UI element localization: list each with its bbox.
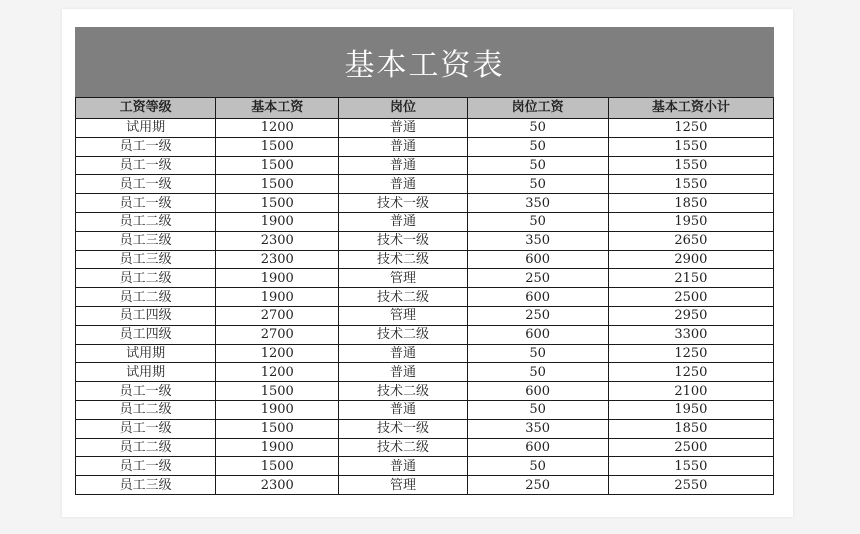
header-row bbox=[76, 98, 774, 119]
column-header-position-salary: 岗位工资 bbox=[467, 98, 608, 119]
cell-position[interactable]: 技术二级 bbox=[339, 250, 467, 269]
cell-grade[interactable]: 员工一级 bbox=[76, 137, 216, 156]
cell-position-salary[interactable]: 600 bbox=[467, 325, 608, 344]
cell-subtotal[interactable]: 1250 bbox=[608, 119, 773, 138]
cell-grade[interactable]: 员工一级 bbox=[76, 419, 216, 438]
table-row bbox=[76, 363, 774, 382]
cell-position[interactable]: 技术二级 bbox=[339, 382, 467, 401]
cell-position[interactable]: 普通 bbox=[339, 363, 467, 382]
table-row bbox=[76, 175, 774, 194]
table-row bbox=[76, 438, 774, 457]
cell-position[interactable]: 普通 bbox=[339, 119, 467, 138]
cell-subtotal[interactable]: 1250 bbox=[608, 363, 773, 382]
spreadsheet-sheet bbox=[62, 9, 793, 517]
cell-subtotal[interactable]: 1550 bbox=[608, 457, 773, 476]
cell-position-salary[interactable]: 350 bbox=[467, 419, 608, 438]
cell-position[interactable]: 普通 bbox=[339, 156, 467, 175]
table-row bbox=[76, 231, 774, 250]
cell-subtotal[interactable]: 1550 bbox=[608, 137, 773, 156]
cell-position-salary[interactable]: 50 bbox=[467, 156, 608, 175]
table-row bbox=[76, 419, 774, 438]
cell-subtotal[interactable]: 2500 bbox=[608, 288, 773, 307]
cell-position[interactable]: 普通 bbox=[339, 212, 467, 231]
cell-position-salary[interactable]: 50 bbox=[467, 457, 608, 476]
cell-position-salary[interactable]: 600 bbox=[467, 250, 608, 269]
table-row bbox=[76, 382, 774, 401]
cell-position-salary[interactable]: 600 bbox=[467, 288, 608, 307]
cell-position[interactable]: 技术一级 bbox=[339, 194, 467, 213]
cell-position-salary[interactable]: 50 bbox=[467, 212, 608, 231]
cell-position[interactable]: 技术一级 bbox=[339, 231, 467, 250]
cell-grade[interactable]: 员工二级 bbox=[76, 269, 216, 288]
cell-grade[interactable]: 员工一级 bbox=[76, 382, 216, 401]
cell-grade[interactable]: 员工一级 bbox=[76, 175, 216, 194]
cell-grade[interactable]: 员工四级 bbox=[76, 306, 216, 325]
cell-position-salary[interactable]: 250 bbox=[467, 306, 608, 325]
cell-base-salary[interactable]: 1900 bbox=[216, 269, 339, 288]
table-row bbox=[76, 212, 774, 231]
table-row bbox=[76, 269, 774, 288]
table-body bbox=[76, 119, 774, 495]
cell-position-salary[interactable]: 250 bbox=[467, 269, 608, 288]
cell-position-salary[interactable]: 50 bbox=[467, 400, 608, 419]
cell-base-salary[interactable]: 1900 bbox=[216, 400, 339, 419]
cell-base-salary[interactable]: 1500 bbox=[216, 457, 339, 476]
cell-position-salary[interactable]: 600 bbox=[467, 382, 608, 401]
cell-position[interactable]: 技术二级 bbox=[339, 288, 467, 307]
cell-base-salary[interactable]: 2700 bbox=[216, 306, 339, 325]
cell-position[interactable]: 普通 bbox=[339, 457, 467, 476]
cell-subtotal[interactable]: 1950 bbox=[608, 400, 773, 419]
cell-base-salary[interactable]: 2300 bbox=[216, 250, 339, 269]
cell-position-salary[interactable]: 50 bbox=[467, 175, 608, 194]
table-row bbox=[76, 400, 774, 419]
table-row bbox=[76, 476, 774, 495]
cell-subtotal[interactable]: 1850 bbox=[608, 194, 773, 213]
cell-base-salary[interactable]: 1200 bbox=[216, 344, 339, 363]
cell-base-salary[interactable]: 1500 bbox=[216, 175, 339, 194]
cell-subtotal[interactable]: 1550 bbox=[608, 175, 773, 194]
table-row bbox=[76, 250, 774, 269]
cell-base-salary[interactable]: 1200 bbox=[216, 119, 339, 138]
cell-base-salary[interactable]: 1900 bbox=[216, 438, 339, 457]
table-row bbox=[76, 306, 774, 325]
cell-position[interactable]: 管理 bbox=[339, 476, 467, 495]
cell-grade[interactable]: 员工一级 bbox=[76, 457, 216, 476]
table-row bbox=[76, 156, 774, 175]
cell-grade[interactable]: 员工二级 bbox=[76, 438, 216, 457]
cell-base-salary[interactable]: 2300 bbox=[216, 476, 339, 495]
table-row bbox=[76, 194, 774, 213]
cell-position[interactable]: 技术一级 bbox=[339, 419, 467, 438]
cell-subtotal[interactable]: 2900 bbox=[608, 250, 773, 269]
table-row bbox=[76, 325, 774, 344]
cell-grade[interactable]: 员工三级 bbox=[76, 476, 216, 495]
cell-position-salary[interactable]: 50 bbox=[467, 344, 608, 363]
cell-position-salary[interactable]: 350 bbox=[467, 194, 608, 213]
cell-position[interactable]: 管理 bbox=[339, 269, 467, 288]
table-row bbox=[76, 457, 774, 476]
cell-grade[interactable]: 员工三级 bbox=[76, 231, 216, 250]
cell-position-salary[interactable]: 600 bbox=[467, 438, 608, 457]
cell-base-salary[interactable]: 1900 bbox=[216, 212, 339, 231]
cell-base-salary[interactable]: 1500 bbox=[216, 419, 339, 438]
cell-grade[interactable]: 员工四级 bbox=[76, 325, 216, 344]
cell-base-salary[interactable]: 1200 bbox=[216, 363, 339, 382]
column-header-base-salary: 基本工资 bbox=[216, 98, 339, 119]
column-header-position: 岗位 bbox=[339, 98, 467, 119]
cell-subtotal[interactable]: 1250 bbox=[608, 344, 773, 363]
cell-position[interactable]: 普通 bbox=[339, 175, 467, 194]
cell-grade[interactable]: 员工二级 bbox=[76, 288, 216, 307]
cell-subtotal[interactable]: 2550 bbox=[608, 476, 773, 495]
cell-position-salary[interactable]: 350 bbox=[467, 231, 608, 250]
cell-base-salary[interactable]: 1500 bbox=[216, 194, 339, 213]
cell-base-salary[interactable]: 1900 bbox=[216, 288, 339, 307]
cell-position-salary[interactable]: 250 bbox=[467, 476, 608, 495]
cell-grade[interactable]: 试用期 bbox=[76, 363, 216, 382]
cell-position[interactable]: 技术二级 bbox=[339, 438, 467, 457]
table-row bbox=[76, 137, 774, 156]
title-banner bbox=[75, 27, 774, 97]
cell-grade[interactable]: 员工三级 bbox=[76, 250, 216, 269]
cell-base-salary[interactable]: 1500 bbox=[216, 137, 339, 156]
cell-subtotal[interactable]: 1850 bbox=[608, 419, 773, 438]
cell-base-salary[interactable]: 2300 bbox=[216, 231, 339, 250]
cell-position[interactable]: 技术二级 bbox=[339, 325, 467, 344]
page-title: 基本工资表 bbox=[344, 48, 505, 83]
cell-position-salary[interactable]: 50 bbox=[467, 363, 608, 382]
cell-position-salary[interactable]: 50 bbox=[467, 119, 608, 138]
column-header-grade: 工资等级 bbox=[76, 98, 216, 119]
cell-position-salary[interactable]: 50 bbox=[467, 137, 608, 156]
cell-subtotal[interactable]: 2650 bbox=[608, 231, 773, 250]
cell-grade[interactable]: 员工二级 bbox=[76, 212, 216, 231]
table-row bbox=[76, 344, 774, 363]
salary-table bbox=[75, 97, 774, 495]
cell-grade[interactable]: 员工二级 bbox=[76, 400, 216, 419]
table-row bbox=[76, 288, 774, 307]
cell-subtotal[interactable]: 2950 bbox=[608, 306, 773, 325]
cell-base-salary[interactable]: 1500 bbox=[216, 156, 339, 175]
cell-base-salary[interactable]: 1500 bbox=[216, 382, 339, 401]
cell-subtotal[interactable]: 2150 bbox=[608, 269, 773, 288]
cell-position[interactable]: 普通 bbox=[339, 344, 467, 363]
cell-subtotal[interactable]: 1550 bbox=[608, 156, 773, 175]
cell-subtotal[interactable]: 1950 bbox=[608, 212, 773, 231]
cell-subtotal[interactable]: 2500 bbox=[608, 438, 773, 457]
cell-grade[interactable]: 试用期 bbox=[76, 344, 216, 363]
cell-subtotal[interactable]: 3300 bbox=[608, 325, 773, 344]
cell-position[interactable]: 管理 bbox=[339, 306, 467, 325]
cell-subtotal[interactable]: 2100 bbox=[608, 382, 773, 401]
cell-grade[interactable]: 员工一级 bbox=[76, 194, 216, 213]
column-header-subtotal: 基本工资小计 bbox=[608, 98, 773, 119]
cell-base-salary[interactable]: 2700 bbox=[216, 325, 339, 344]
cell-position[interactable]: 普通 bbox=[339, 400, 467, 419]
cell-position[interactable]: 普通 bbox=[339, 137, 467, 156]
cell-grade[interactable]: 试用期 bbox=[76, 119, 216, 138]
table-row bbox=[76, 119, 774, 138]
cell-grade[interactable]: 员工一级 bbox=[76, 156, 216, 175]
